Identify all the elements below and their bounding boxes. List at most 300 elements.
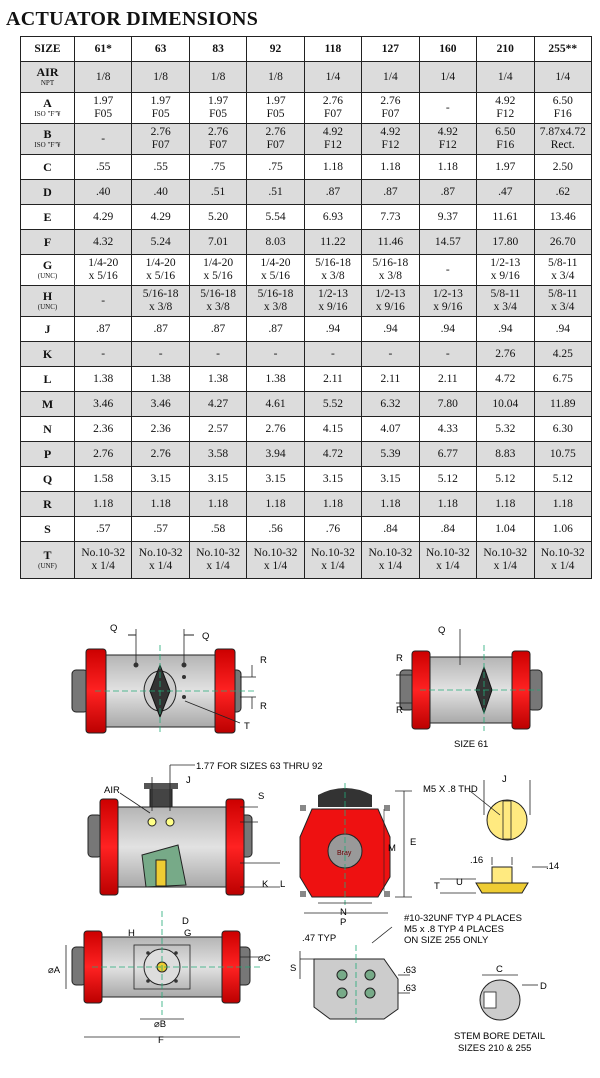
cell-line: F07 bbox=[209, 139, 228, 151]
cell-line: 10.04 bbox=[492, 397, 519, 410]
table-cell bbox=[477, 62, 534, 93]
table-cell bbox=[477, 255, 534, 286]
dim-c-bottom: ⌀C bbox=[258, 953, 271, 964]
cell-line: F05 bbox=[209, 108, 228, 120]
shaft-side-detail bbox=[434, 855, 559, 893]
table-cell bbox=[75, 467, 132, 492]
table-row bbox=[21, 205, 592, 230]
cell-line: 5/8-11 bbox=[547, 257, 578, 269]
cell-line: 4.32 bbox=[93, 235, 114, 248]
cell-line: x 3/8 bbox=[148, 301, 173, 313]
table-cell bbox=[362, 255, 419, 286]
cell-line: 1.06 bbox=[552, 522, 573, 535]
table-cell bbox=[75, 286, 132, 317]
actuator-end-view bbox=[300, 783, 416, 928]
table-cell bbox=[362, 442, 419, 467]
cell-line: .94 bbox=[383, 322, 398, 335]
table-cell bbox=[132, 124, 189, 155]
cell-line: .75 bbox=[210, 160, 226, 173]
table-cell bbox=[534, 155, 592, 180]
table-row bbox=[21, 367, 592, 392]
cell-line: 1/4-20 bbox=[145, 257, 176, 269]
cell-line: .94 bbox=[325, 322, 341, 335]
table-cell bbox=[132, 155, 189, 180]
cell-line: 2.11 bbox=[380, 372, 401, 385]
row-label-text: F bbox=[43, 234, 52, 249]
header-size-col: 61* bbox=[75, 37, 132, 62]
table-cell bbox=[75, 517, 132, 542]
cell-line: .47 bbox=[498, 185, 513, 198]
row-label bbox=[21, 542, 75, 579]
row-label bbox=[21, 124, 75, 155]
table-cell bbox=[75, 93, 132, 124]
table-cell bbox=[75, 155, 132, 180]
row-label-text: L bbox=[43, 371, 52, 386]
table-cell bbox=[132, 467, 189, 492]
table-cell bbox=[534, 286, 592, 317]
cell-line: 1/2-13 bbox=[317, 288, 348, 300]
dim-m: M bbox=[388, 843, 396, 854]
table-cell bbox=[419, 517, 476, 542]
dim-e: E bbox=[410, 837, 417, 848]
cell-line: - bbox=[445, 347, 450, 360]
cell-line: x 1/4 bbox=[551, 560, 575, 572]
table-cell bbox=[534, 492, 592, 517]
cell-line: 10.75 bbox=[549, 447, 576, 460]
dim-u: U bbox=[456, 877, 463, 888]
table-cell bbox=[419, 442, 476, 467]
table-cell bbox=[477, 286, 534, 317]
table-cell bbox=[304, 124, 361, 155]
table-cell bbox=[75, 230, 132, 255]
cell-line: 6.50 bbox=[552, 95, 573, 107]
header-size-col: 127 bbox=[362, 37, 419, 62]
dim-j-detail: J bbox=[502, 774, 507, 785]
table-cell bbox=[132, 62, 189, 93]
cell-line: 11.22 bbox=[320, 235, 346, 248]
table-cell bbox=[419, 124, 476, 155]
cell-line: 2.11 bbox=[323, 372, 343, 385]
table-cell bbox=[534, 392, 592, 417]
cell-line: 4.15 bbox=[322, 422, 344, 435]
table-cell bbox=[304, 286, 361, 317]
cell-line: 5.12 bbox=[437, 472, 458, 485]
table-row bbox=[21, 492, 592, 517]
cell-line: 3.46 bbox=[150, 397, 171, 410]
table-cell bbox=[132, 367, 189, 392]
row-label-text: J bbox=[44, 321, 51, 336]
cell-line: 2.57 bbox=[208, 422, 229, 435]
table-cell bbox=[534, 442, 592, 467]
cell-line: 1/8 bbox=[268, 70, 283, 83]
dim-q-61: Q bbox=[438, 625, 446, 636]
cell-line: 1.18 bbox=[322, 160, 344, 173]
cell-line: 4.29 bbox=[93, 210, 114, 223]
cell-line: x 1/4 bbox=[378, 560, 403, 572]
cell-line: 1.97 bbox=[93, 95, 114, 107]
cell-line: .55 bbox=[153, 160, 168, 173]
cell-line: 2.11 bbox=[437, 372, 458, 385]
table-cell bbox=[247, 467, 304, 492]
cell-line: - bbox=[445, 101, 450, 114]
table-row bbox=[21, 467, 592, 492]
table-cell bbox=[477, 542, 534, 579]
table-cell bbox=[247, 124, 304, 155]
table-cell bbox=[419, 230, 476, 255]
header-size-col: 63 bbox=[132, 37, 189, 62]
cell-line: .40 bbox=[153, 185, 168, 198]
table-cell bbox=[534, 230, 592, 255]
table-cell bbox=[477, 392, 534, 417]
actuator-top-view-left bbox=[72, 623, 267, 735]
table-cell bbox=[75, 180, 132, 205]
cell-line: x 9/16 bbox=[490, 270, 520, 282]
table-cell bbox=[247, 230, 304, 255]
table-cell bbox=[419, 62, 476, 93]
table-cell bbox=[189, 467, 246, 492]
cell-line: 2.76 bbox=[265, 126, 286, 138]
cell-line: 1.58 bbox=[93, 472, 114, 485]
table-cell bbox=[362, 342, 419, 367]
cell-line: 2.36 bbox=[150, 422, 171, 435]
table-cell bbox=[304, 230, 361, 255]
table-cell bbox=[362, 155, 419, 180]
cell-line: 1.18 bbox=[495, 497, 516, 510]
cell-line: 5.39 bbox=[380, 447, 401, 460]
table-cell bbox=[189, 542, 246, 579]
cell-line: 6.75 bbox=[552, 372, 573, 385]
cell-line: 5/16-18 bbox=[315, 257, 351, 269]
cell-line: x 3/8 bbox=[263, 301, 288, 313]
table-cell bbox=[75, 442, 132, 467]
row-label bbox=[21, 367, 75, 392]
cell-line: 1.38 bbox=[150, 372, 171, 385]
row-label bbox=[21, 230, 75, 255]
cell-line: 1.97 bbox=[208, 95, 229, 107]
cell-line: 5/16-18 bbox=[142, 288, 179, 300]
table-row bbox=[21, 442, 592, 467]
dim-h: H bbox=[128, 928, 135, 939]
holes-note-2: M5 x .8 TYP 4 PLACES bbox=[404, 924, 504, 935]
table-row bbox=[21, 392, 592, 417]
cell-line: 4.92 bbox=[322, 126, 344, 138]
table-cell bbox=[362, 417, 419, 442]
table-cell bbox=[419, 180, 476, 205]
row-label bbox=[21, 155, 75, 180]
thread-note: M5 X .8 THD bbox=[423, 784, 478, 795]
table-cell bbox=[304, 205, 361, 230]
table-cell bbox=[132, 442, 189, 467]
cell-line: No.10-32 bbox=[483, 547, 528, 559]
table-cell bbox=[419, 155, 476, 180]
table-cell bbox=[534, 317, 592, 342]
cell-line: .94 bbox=[440, 322, 456, 335]
row-label bbox=[21, 442, 75, 467]
cell-line: F07 bbox=[151, 139, 170, 151]
actuator-bottom-view bbox=[48, 911, 271, 1046]
table-cell bbox=[304, 317, 361, 342]
row-label-text: R bbox=[43, 496, 52, 511]
actuator-drawings bbox=[0, 615, 600, 1078]
table-cell bbox=[534, 62, 592, 93]
header-size: SIZE bbox=[21, 37, 75, 62]
holes-note-1: #10-32UNF TYP 4 PLACES bbox=[404, 913, 522, 924]
cell-line: .87 bbox=[210, 322, 226, 335]
dim-s: S bbox=[258, 791, 265, 802]
table-row bbox=[21, 230, 592, 255]
table-cell bbox=[419, 417, 476, 442]
cell-line: 2.76 bbox=[93, 447, 114, 460]
cell-line: 5/16-18 bbox=[200, 288, 236, 300]
cell-line: .76 bbox=[325, 522, 341, 535]
table-cell bbox=[75, 124, 132, 155]
table-cell bbox=[477, 367, 534, 392]
dim-q-left: Q bbox=[110, 623, 118, 634]
table-cell bbox=[534, 124, 592, 155]
cell-line: 5.12 bbox=[552, 472, 573, 485]
cell-line: 3.15 bbox=[322, 472, 344, 485]
cell-line: x 1/4 bbox=[206, 560, 230, 572]
table-cell bbox=[362, 392, 419, 417]
cell-line: - bbox=[101, 294, 106, 307]
table-row bbox=[21, 517, 592, 542]
cell-line: F07 bbox=[324, 108, 342, 120]
table-cell bbox=[247, 367, 304, 392]
cell-line: F05 bbox=[94, 108, 113, 120]
table-cell bbox=[419, 542, 476, 579]
cell-line: x 5/16 bbox=[260, 270, 291, 282]
cell-line: F12 bbox=[496, 108, 515, 120]
cell-line: x 1/4 bbox=[493, 560, 517, 572]
table-cell bbox=[477, 205, 534, 230]
cell-line: 3.15 bbox=[380, 472, 401, 485]
j-note: 1.77 FOR SIZES 63 THRU 92 bbox=[196, 761, 323, 772]
cell-line: 2.76 bbox=[495, 347, 516, 360]
cell-line: x 1/4 bbox=[148, 560, 173, 572]
cell-line: 5.52 bbox=[322, 397, 344, 410]
row-label-text: B bbox=[43, 127, 52, 141]
cell-line: 5.20 bbox=[208, 210, 229, 223]
cell-line: 1.18 bbox=[552, 497, 573, 510]
cell-line: .51 bbox=[268, 185, 283, 198]
row-label-sub: (UNF) bbox=[38, 562, 57, 570]
table-cell bbox=[419, 255, 476, 286]
dim-63a: .63 bbox=[403, 965, 417, 976]
table-cell bbox=[132, 180, 189, 205]
cell-line: 5.24 bbox=[150, 235, 171, 248]
cell-line: 4.27 bbox=[208, 397, 229, 410]
cell-line: 26.70 bbox=[549, 235, 576, 248]
cell-line: 11.46 bbox=[377, 235, 404, 248]
cell-line: 1/8 bbox=[153, 70, 168, 83]
cell-line: .62 bbox=[555, 185, 570, 198]
table-row bbox=[21, 255, 592, 286]
table-cell bbox=[419, 93, 476, 124]
table-cell bbox=[75, 392, 132, 417]
table-cell bbox=[477, 155, 534, 180]
cell-line: 1/4-20 bbox=[88, 257, 119, 269]
table-cell bbox=[534, 342, 592, 367]
table-row bbox=[21, 180, 592, 205]
row-label-text: K bbox=[42, 346, 53, 361]
table-cell bbox=[477, 467, 534, 492]
table-cell bbox=[477, 93, 534, 124]
cell-line: .87 bbox=[383, 185, 398, 198]
cell-line: 1/4 bbox=[555, 70, 571, 83]
table-cell bbox=[75, 492, 132, 517]
cell-line: 7.87x4.72 bbox=[539, 126, 586, 138]
table-cell bbox=[477, 124, 534, 155]
cell-line: 1.18 bbox=[150, 497, 171, 510]
table-cell bbox=[247, 517, 304, 542]
cell-line: - bbox=[216, 347, 221, 360]
table-cell bbox=[247, 155, 304, 180]
cell-line: - bbox=[158, 347, 163, 360]
cell-line: 13.46 bbox=[549, 210, 576, 223]
table-cell bbox=[189, 230, 246, 255]
table-header-row bbox=[21, 37, 592, 62]
table-cell bbox=[247, 93, 304, 124]
row-label bbox=[21, 517, 75, 542]
cell-line: No.10-32 bbox=[368, 547, 413, 559]
table-cell bbox=[75, 255, 132, 286]
row-label-text: P bbox=[43, 446, 52, 461]
table-cell bbox=[362, 517, 419, 542]
cell-line: 9.37 bbox=[437, 210, 458, 223]
row-label-text: E bbox=[43, 209, 52, 224]
cell-line: 3.46 bbox=[93, 397, 114, 410]
typ-note: .47 TYP bbox=[302, 933, 337, 944]
row-label bbox=[21, 392, 75, 417]
cell-line: 1.97 bbox=[150, 95, 171, 107]
table-cell bbox=[477, 342, 534, 367]
table-cell bbox=[534, 180, 592, 205]
table-cell bbox=[247, 442, 304, 467]
cell-line: F12 bbox=[381, 139, 400, 151]
cell-line: x 5/16 bbox=[146, 270, 176, 282]
dim-q-right: Q bbox=[202, 631, 210, 642]
table-cell bbox=[189, 417, 246, 442]
cell-line: - bbox=[445, 263, 450, 276]
table-cell bbox=[534, 93, 592, 124]
cell-line: x 3/8 bbox=[206, 301, 230, 313]
cell-line: 4.92 bbox=[380, 126, 401, 138]
cell-line: No.10-32 bbox=[196, 547, 240, 559]
row-label-sub: NPT bbox=[40, 79, 55, 87]
table-cell bbox=[419, 392, 476, 417]
table-cell bbox=[189, 93, 246, 124]
cell-line: 1/8 bbox=[95, 70, 111, 83]
table-cell bbox=[362, 205, 419, 230]
cell-line: x 9/16 bbox=[318, 301, 348, 313]
table-cell bbox=[247, 392, 304, 417]
svg-text:Bray: Bray bbox=[337, 850, 352, 857]
row-label-text: AIR bbox=[36, 65, 59, 79]
dim-n: N bbox=[340, 907, 347, 918]
cell-line: 2.36 bbox=[93, 422, 114, 435]
table-cell bbox=[534, 255, 592, 286]
dim-s-mount: S bbox=[290, 963, 297, 974]
cell-line: 2.50 bbox=[552, 160, 573, 173]
table-cell bbox=[247, 342, 304, 367]
cell-line: 8.83 bbox=[495, 447, 516, 460]
dim-g: G bbox=[184, 928, 192, 939]
cell-line: 1.18 bbox=[380, 160, 401, 173]
dim-d: D bbox=[182, 916, 189, 927]
cell-line: 5.54 bbox=[265, 210, 286, 223]
table-cell bbox=[247, 62, 304, 93]
dim-l: L bbox=[280, 879, 286, 890]
cell-line: F07 bbox=[266, 139, 285, 151]
holes-note-3: ON SIZE 255 ONLY bbox=[404, 935, 489, 946]
cell-line: - bbox=[101, 132, 106, 145]
cell-line: .87 bbox=[268, 322, 283, 335]
table-cell bbox=[132, 542, 189, 579]
cell-line: x 3/8 bbox=[321, 270, 345, 282]
table-cell bbox=[362, 286, 419, 317]
cell-line: No.10-32 bbox=[540, 547, 585, 559]
header-size-col: 83 bbox=[189, 37, 246, 62]
cell-line: 1.97 bbox=[265, 95, 286, 107]
cell-line: 5/16-18 bbox=[257, 288, 294, 300]
cell-line: 1.97 bbox=[495, 160, 516, 173]
cell-line: .51 bbox=[210, 185, 226, 198]
row-label bbox=[21, 467, 75, 492]
cell-line: .57 bbox=[96, 522, 111, 535]
table-cell bbox=[189, 517, 246, 542]
table-cell bbox=[362, 367, 419, 392]
cell-line: - bbox=[388, 347, 393, 360]
table-cell bbox=[247, 205, 304, 230]
row-label-sub: (UNC) bbox=[37, 303, 58, 311]
cell-line: No.10-32 bbox=[138, 547, 183, 559]
cell-line: - bbox=[273, 347, 278, 360]
cell-line: 1.18 bbox=[265, 497, 286, 510]
table-cell bbox=[75, 417, 132, 442]
cell-line: x 5/16 bbox=[88, 270, 118, 282]
table-cell bbox=[304, 417, 361, 442]
header-size-col: 92 bbox=[247, 37, 304, 62]
table-cell bbox=[247, 180, 304, 205]
cell-line: 1.18 bbox=[208, 497, 229, 510]
cell-line: 1/4-20 bbox=[260, 257, 291, 269]
cell-line: 1/2-13 bbox=[432, 288, 463, 300]
table-cell bbox=[75, 367, 132, 392]
table-cell bbox=[189, 205, 246, 230]
row-label bbox=[21, 286, 75, 317]
table-cell bbox=[247, 255, 304, 286]
table-cell bbox=[419, 317, 476, 342]
cell-line: 4.72 bbox=[322, 447, 344, 460]
table-cell bbox=[304, 93, 361, 124]
table-cell bbox=[304, 442, 361, 467]
cell-line: x 3/4 bbox=[551, 301, 575, 313]
cell-line: .40 bbox=[96, 185, 111, 198]
table-cell bbox=[534, 417, 592, 442]
row-label-text: D bbox=[43, 184, 52, 199]
table-cell bbox=[132, 417, 189, 442]
cell-line: 1/2-13 bbox=[490, 257, 521, 269]
page-title: ACTUATOR DIMENSIONS bbox=[6, 8, 259, 30]
dim-k: K bbox=[262, 879, 269, 890]
table-cell bbox=[304, 542, 361, 579]
cell-line: 1.18 bbox=[380, 497, 401, 510]
cell-line: 1/4 bbox=[383, 70, 398, 83]
table-cell bbox=[362, 230, 419, 255]
table-cell bbox=[362, 317, 419, 342]
row-label bbox=[21, 205, 75, 230]
table-cell bbox=[419, 492, 476, 517]
